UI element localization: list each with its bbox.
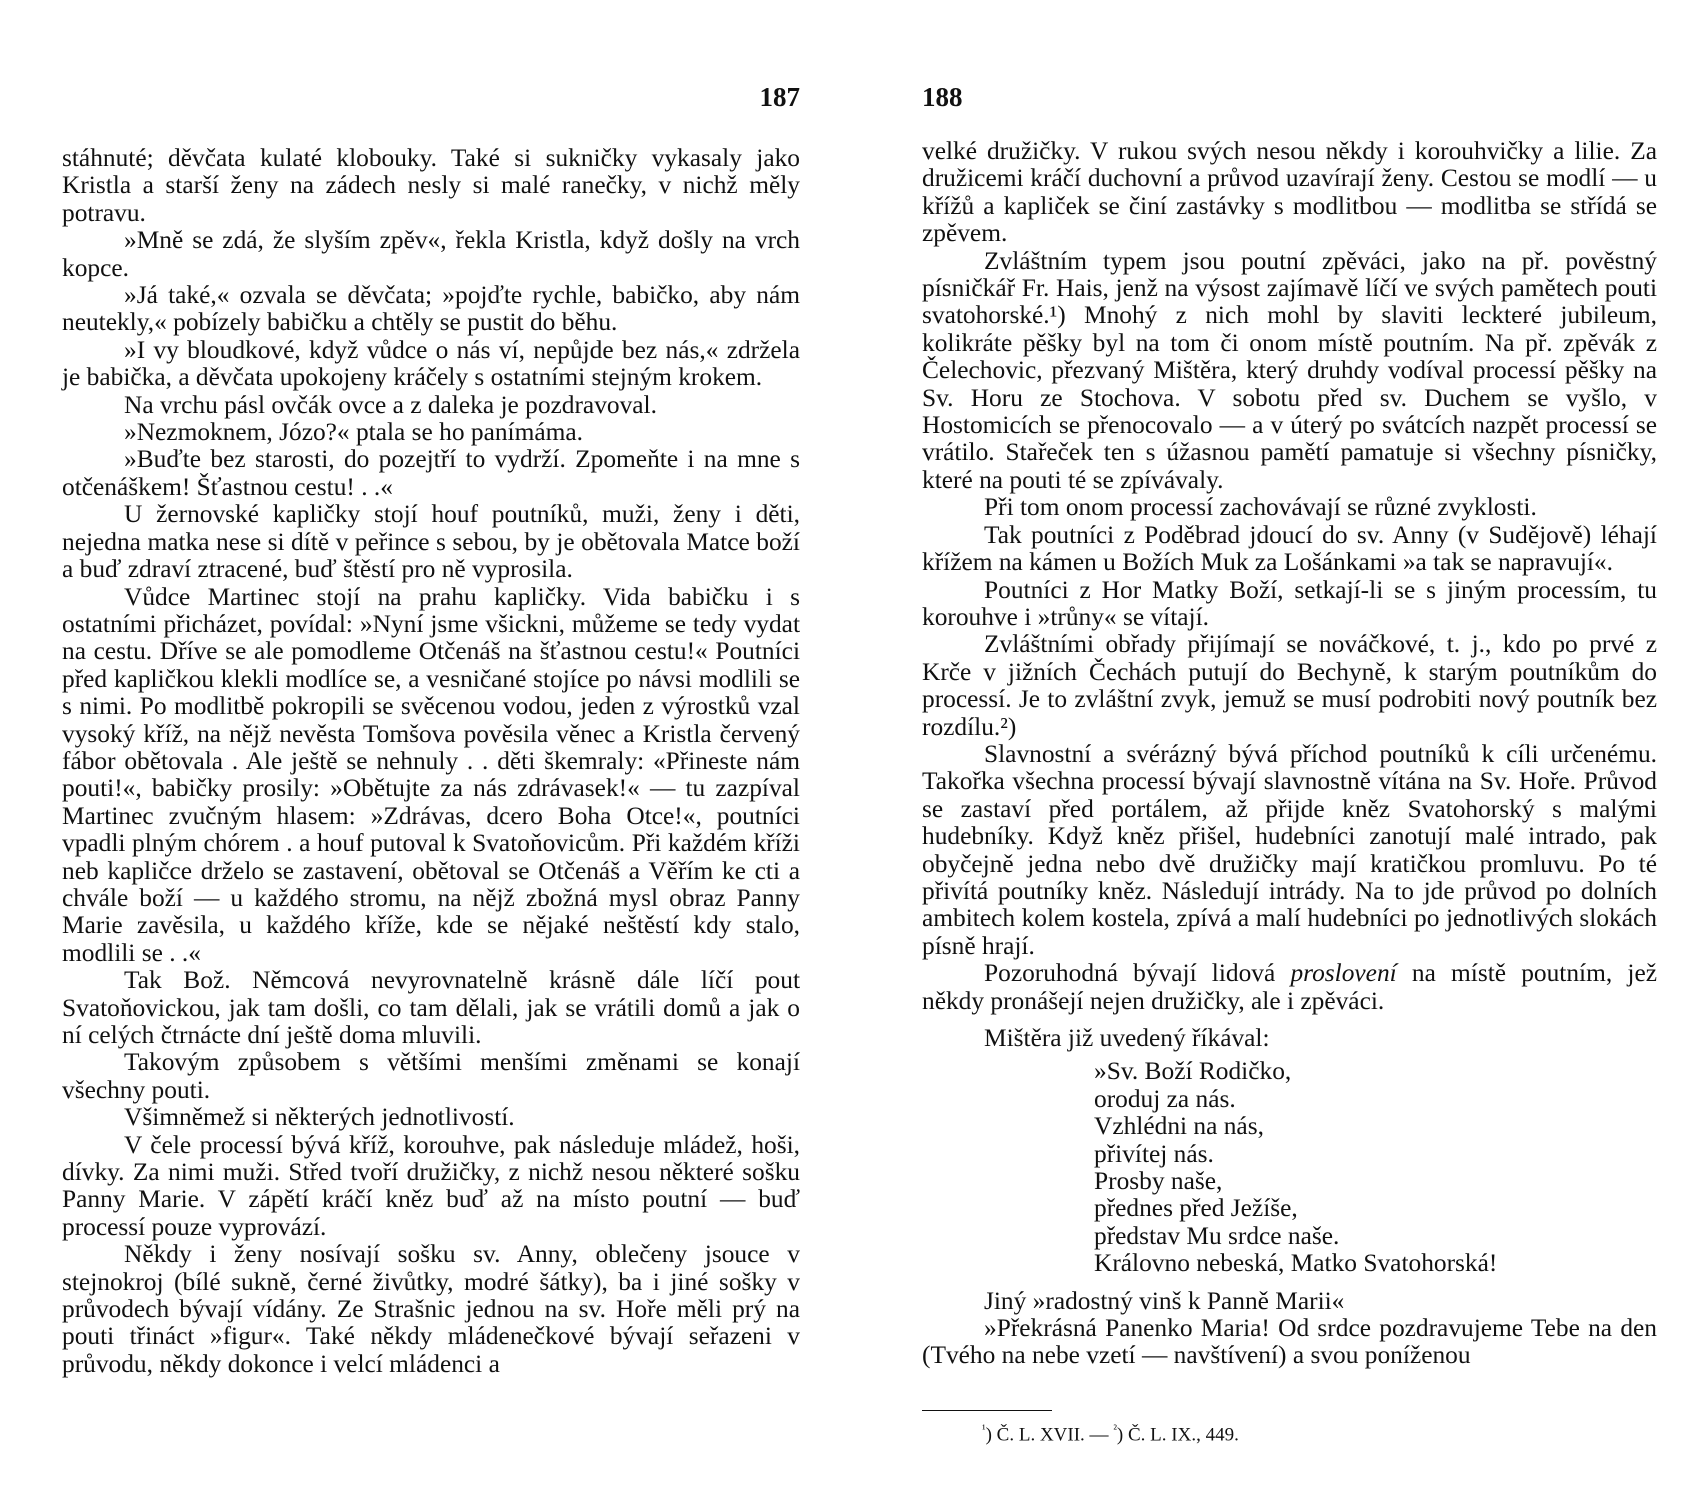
- right-paragraphs: [922, 138, 1657, 960]
- paragraph: stáhnuté; děvčata kulaté klobouky. Také si sukničky vykasaly jako Kristla a starší ženy na zádech nesly si malé ranečky, v nichž měly potravu.: [62, 144, 800, 227]
- page-text: [922, 138, 1657, 1370]
- paragraph: Všimněmež si některých jednotlivostí.: [124, 1103, 515, 1132]
- paragraph: U žernovské kapličky stojí houf poutníků, muži, ženy i děti, nejedna matka nese si dítě v peřince s sebou, by je obětovala Matce boží a buď zdraví ztracené, buď štěstí pro ně vyprosila.: [62, 500, 800, 584]
- paragraph: »Mně se zdá, že slyším zpěv«, řekla Kristla, když došly na vrch kopce.: [62, 226, 800, 282]
- paragraph: Jiný »radostný vinš k Panně Marii«: [984, 1286, 1345, 1315]
- page-number: 187: [759, 82, 800, 112]
- footnote-text: ) Č. L. XVII. —: [985, 1424, 1114, 1446]
- paragraph: Vůdce Martinec stojí na prahu kapličky. Vida babičku i s ostatními přicházet, povídal: »Nyní jsme všickni, můžeme se tedy vydat na cestu. Dříve se ale pomodleme Otčenáš na šťastnou cestu!« Poutníci před kapličkou klekli modlíce se, a vesničané stojíce po návsi modlili se s nimi. Po modlitbě pokropili se svěcenou vodou, jeden z výrostků vzal vysoký kříž, na nějž nevěsta Tomšova pověsila věnec a Kristla červený fábor obětovala . Ale ještě se nehnuly . . děti škemraly: «Přineste nám pouti!«, babičky prosily: »Obětujte za nás zdrávasek!« — tu zazpíval Martinec zvučným hlasem: »Zdrávas, dcero Boha Otce!«, poutníci vpadli plným chórem . a houf putoval k Svatoňovicům. Při každém kříži neb kapličce drželo se zastavení, obětoval se Otčenáš a Věřím ke cti a chvále boží — u každého stromu, na nějž zbožná mysl obraz Panny Marie zavěsila, u každého kříže, kde se nějaké neštěstí kdy stalo, modlili se . .«: [62, 582, 800, 967]
- page-text: [62, 145, 800, 1378]
- footnote-mark: ²: [1113, 1422, 1117, 1436]
- footnote-text: ) Č. L. IX., 449.: [1116, 1424, 1239, 1446]
- italic-term: proslovení: [1290, 959, 1397, 988]
- footnote-mark: ¹: [982, 1422, 986, 1436]
- poem-line: oroduj za nás.: [1094, 1084, 1236, 1113]
- paragraph: Slavnostní a svérázný bývá příchod poutníků k cíli určenému. Takořka všechna processí bývají slavnostně vítána na Sv. Hoře. Průvod se zastaví před portálem, až přijde kněz Svatohorský s malými hudebníky. Když kněz přišel, hudebníci zanotují malé intrado, pak obyčejně jedna nebo dvě družičky mají kratičkou promluvu. Po té přivítá poutníky kněz. Následují intrády. Na to jde průvod po dolních ambitech kolem kostela, zpívá a malí hudebníci po jednotlivých slokách písně hrají.: [922, 739, 1657, 960]
- paragraph: Zvláštním typem jsou poutní zpěváci, jako na př. pověstný písničkář Fr. Hais, jenž na výsost zajímavě líčí ve svých pamětech pouti svatohorské.¹) Mnohý z nich mohl by slaviti leckteré jubileum, kolikráte pěšky byl na tom či onom místě poutním. Na př. zpěvák z Čelechovic, přezvaný Mištěra, který druhdy vodíval processí pěšky na Sv. Horu ze Stochova. V sobotu před sv. Duchem se vyšlo, v Hostomicích se přenocovalo — a v úterý po svátcích nazpět processí se vrátilo. Stařeček ten s úžasnou pamětí pamatuje si všechny písničky, které na pouti té se zpívávaly.: [922, 246, 1657, 494]
- paragraph: »Překrásná Panenko Maria! Od srdce pozdravujeme Tebe na den (Tvého na nebe vzetí — navštívení) a svou poníženou: [922, 1314, 1657, 1370]
- poem-line: Královno nebeská, Matko Svatohorská!: [1094, 1249, 1498, 1278]
- paragraph: »Buďte bez starosti, do pozejtří to vydrží. Zpomeňte i na mne s otčenáškem! Šťastnou cestu! . .«: [62, 445, 800, 501]
- paragraph: »Nezmoknem, Józo?« ptala se ho panímáma.: [124, 418, 584, 447]
- poem-line: představ Mu srdce naše.: [1094, 1221, 1340, 1250]
- paragraph: Tak poutníci z Poděbrad jdoucí do sv. Anny (v Sudějově) léhají křížem na kámen u Božích Muk za Lošánkami »a tak se napravují«.: [922, 520, 1657, 577]
- text-run: na místě poutním, jež někdy pronášejí nejen družičky, ale i zpěváci.: [922, 959, 1657, 1015]
- paragraph: velké družičky. V rukou svých nesou někdy i korouhvičky a lilie. Za družicemi kráčí duchovní a průvod uzavírají ženy. Cestou se modlí — u křížů a kapliček se činí zastávky s modlitbou — modlitba se střídá se zpěvem.: [922, 137, 1657, 248]
- paragraph: Zvláštními obřady přijímají se nováčkové, t. j., kdo po prvé z Krče v jižních Čechách putují do Bechyně, k starým poutníkům do processí. Je to zvláštní zvyk, jemuž se musí podrobiti nový poutník bez rozdílu.²): [922, 630, 1657, 741]
- paragraph: Takovým způsobem s většími menšími změnami se konají všechny pouti.: [62, 1048, 800, 1104]
- poem-line: přivítej nás.: [1094, 1139, 1214, 1168]
- paragraph-prosloveni: [922, 960, 1657, 1015]
- text-run: Pozoruhodná bývají lidová: [984, 959, 1291, 988]
- poem-line: Prosby naše,: [1094, 1167, 1223, 1196]
- poem-intro: Mištěra již uvedený říkával:: [984, 1024, 1270, 1052]
- footnote: [982, 1422, 1239, 1446]
- poem: [1094, 1058, 1657, 1277]
- paragraph: Poutníci z Hor Matky Boží, setkají-li se s jiným processím, tu korouhve i »trůny« se vítají.: [922, 575, 1657, 631]
- paragraph: »I vy bloudkové, když vůdce o nás ví, nepůjde bez nás,« zdržela je babička, a děvčata upokojeny kráčely s ostatními stejným krokem.: [62, 335, 800, 392]
- paragraph: Na vrchu pásl ovčák ovce a z daleka je pozdravoval.: [124, 390, 657, 419]
- paragraph: »Já také,« ozvala se děvčata; »pojďte rychle, babičko, aby nám neutekly,« pobízely babičku a chtěly se pustit do běhu.: [62, 281, 800, 337]
- paragraph: Tak Bož. Němcová nevyrovnatelně krásně dále líčí pout Svatoňovickou, jak tam došli, co tam dělali, jak se vrátili domů a jak o ní celých čtrnácte dní ještě doma mluvili.: [62, 966, 800, 1049]
- poem-line: přednes před Ježíše,: [1094, 1194, 1298, 1223]
- paragraph: Někdy i ženy nosívají sošku sv. Anny, oblečeny jsouce v stejnokroj (bílé sukně, černé živůtky, modré šátky), ba i jiné sošky v průvodech bývají vídány. Ze Strašnic jednou na sv. Hoře měli prý na pouti třináct »figur«. Také někdy mládenečkové bývají seřazeni v průvodu, někdy dokonce i velcí mládenci a: [62, 1240, 800, 1378]
- page-number: 188: [922, 82, 963, 112]
- poem-line: Vzhlédni na nás,: [1094, 1112, 1264, 1141]
- footnote-rule: [922, 1410, 1052, 1411]
- paragraph: Při tom onom processí zachovávají se různé zvyklosti.: [984, 493, 1537, 522]
- poem-line: »Sv. Boží Rodičko,: [1094, 1057, 1292, 1086]
- paragraph: V čele processí bývá kříž, korouhve, pak následuje mládež, hoši, dívky. Za nimi muži. Střed tvoří družičky, z nichž nesou některé sošku Panny Marie. V zápětí kráčí kněz buď až na místo poutní — buď processí pouze vyprovází.: [62, 1130, 800, 1241]
